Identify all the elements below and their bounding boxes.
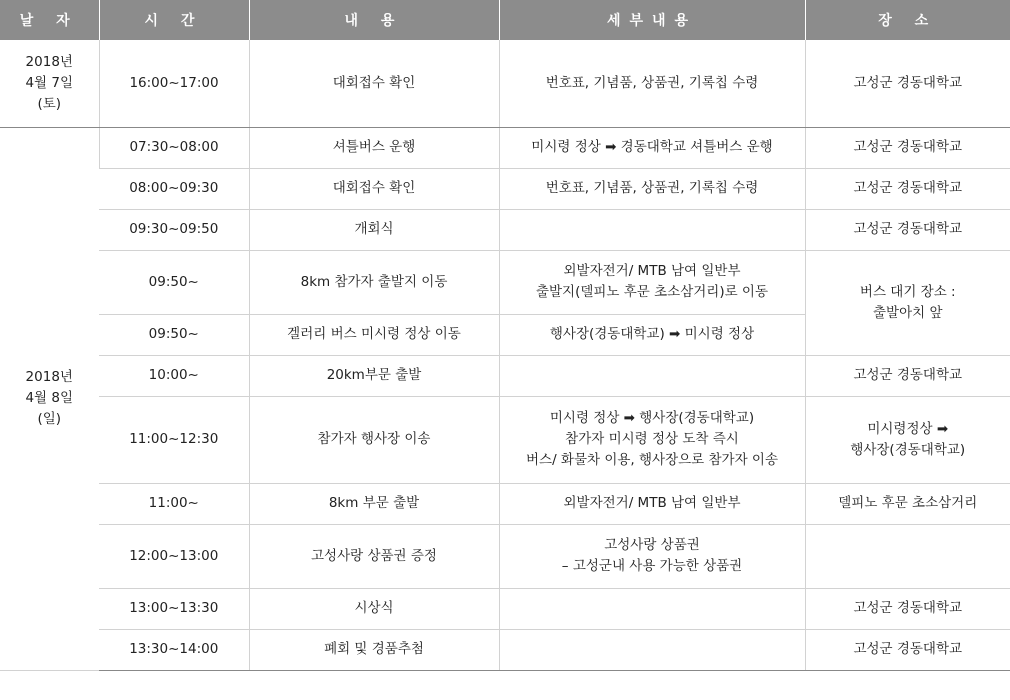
detail-cell: 행사장(경동대학교) ➡ 미시령 정상: [499, 314, 805, 355]
time-cell: 10:00~: [99, 355, 249, 396]
detail-cell: [499, 355, 805, 396]
detail-cell: 외발자전거/ MTB 남여 일반부 출발지(델피노 후문 초소삼거리)로 이동: [499, 250, 805, 314]
content-cell: 고성사랑 상품권 증정: [249, 524, 499, 588]
table-row: [0, 524, 1010, 588]
table-row: [0, 168, 1010, 209]
place-cell: 델피노 후문 초소삼거리: [805, 483, 1010, 524]
time-cell: 09:50~: [99, 250, 249, 314]
header-date: 날 자: [0, 0, 99, 40]
header-time: 시 간: [99, 0, 249, 40]
detail-cell: 외발자전거/ MTB 남여 일반부: [499, 483, 805, 524]
content-cell: 셔틀버스 운행: [249, 127, 499, 168]
content-cell: 개회식: [249, 209, 499, 250]
time-cell: 09:30~09:50: [99, 209, 249, 250]
place-cell: 고성군 경동대학교: [805, 40, 1010, 127]
table-row: [0, 40, 1010, 127]
time-cell: 11:00~: [99, 483, 249, 524]
content-cell: 겔러리 버스 미시령 정상 이동: [249, 314, 499, 355]
table-row: [0, 588, 1010, 629]
content-cell: 폐회 및 경품추첨: [249, 629, 499, 670]
place-cell: 고성군 경동대학교: [805, 588, 1010, 629]
content-cell: 시상식: [249, 588, 499, 629]
place-cell: 고성군 경동대학교: [805, 168, 1010, 209]
header-place: 장 소: [805, 0, 1010, 40]
detail-cell: [499, 209, 805, 250]
time-cell: 07:30~08:00: [99, 127, 249, 168]
place-cell: 고성군 경동대학교: [805, 629, 1010, 670]
content-cell: 참가자 행사장 이송: [249, 396, 499, 483]
place-cell: 고성군 경동대학교: [805, 355, 1010, 396]
header-row: [0, 0, 1010, 40]
time-cell: 16:00~17:00: [99, 40, 249, 127]
place-cell: 미시령정상 ➡ 행사장(경동대학교): [805, 396, 1010, 483]
date-cell: 2018년 4월 7일 (토): [0, 40, 99, 127]
time-cell: 11:00~12:30: [99, 396, 249, 483]
content-cell: 대회접수 확인: [249, 40, 499, 127]
table-row: [0, 355, 1010, 396]
content-cell: 20km부문 출발: [249, 355, 499, 396]
header-detail: 세부내용: [499, 0, 805, 40]
detail-cell: 고성사랑 상품권 – 고성군내 사용 가능한 상품권: [499, 524, 805, 588]
time-cell: 12:00~13:00: [99, 524, 249, 588]
detail-cell: 미시령 정상 ➡ 경동대학교 셔틀버스 운행: [499, 127, 805, 168]
place-cell: [805, 524, 1010, 588]
table-row: [0, 250, 1010, 314]
detail-cell: [499, 629, 805, 670]
time-cell: 09:50~: [99, 314, 249, 355]
detail-cell: 번호표, 기념품, 상품권, 기록칩 수령: [499, 168, 805, 209]
detail-cell: 번호표, 기념품, 상품권, 기록칩 수령: [499, 40, 805, 127]
date-cell: 2018년 4월 8일 (일): [0, 127, 99, 670]
time-cell: 13:30~14:00: [99, 629, 249, 670]
content-cell: 8km 참가자 출발지 이동: [249, 250, 499, 314]
content-cell: 대회접수 확인: [249, 168, 499, 209]
time-cell: 08:00~09:30: [99, 168, 249, 209]
table-row: [0, 396, 1010, 483]
table-row: [0, 483, 1010, 524]
place-cell: 버스 대기 장소 : 출발아치 앞: [805, 250, 1010, 355]
header-content: 내 용: [249, 0, 499, 40]
detail-cell: 미시령 정상 ➡ 행사장(경동대학교) 참가자 미시령 정상 도착 즉시 버스/ 화물차 이용, 행사장으로 참가자 이송: [499, 396, 805, 483]
time-cell: 13:00~13:30: [99, 588, 249, 629]
table-row: [0, 127, 1010, 168]
table-row: [0, 209, 1010, 250]
content-cell: 8km 부문 출발: [249, 483, 499, 524]
place-cell: 고성군 경동대학교: [805, 209, 1010, 250]
table-row: [0, 629, 1010, 670]
place-cell: 고성군 경동대학교: [805, 127, 1010, 168]
detail-cell: [499, 588, 805, 629]
